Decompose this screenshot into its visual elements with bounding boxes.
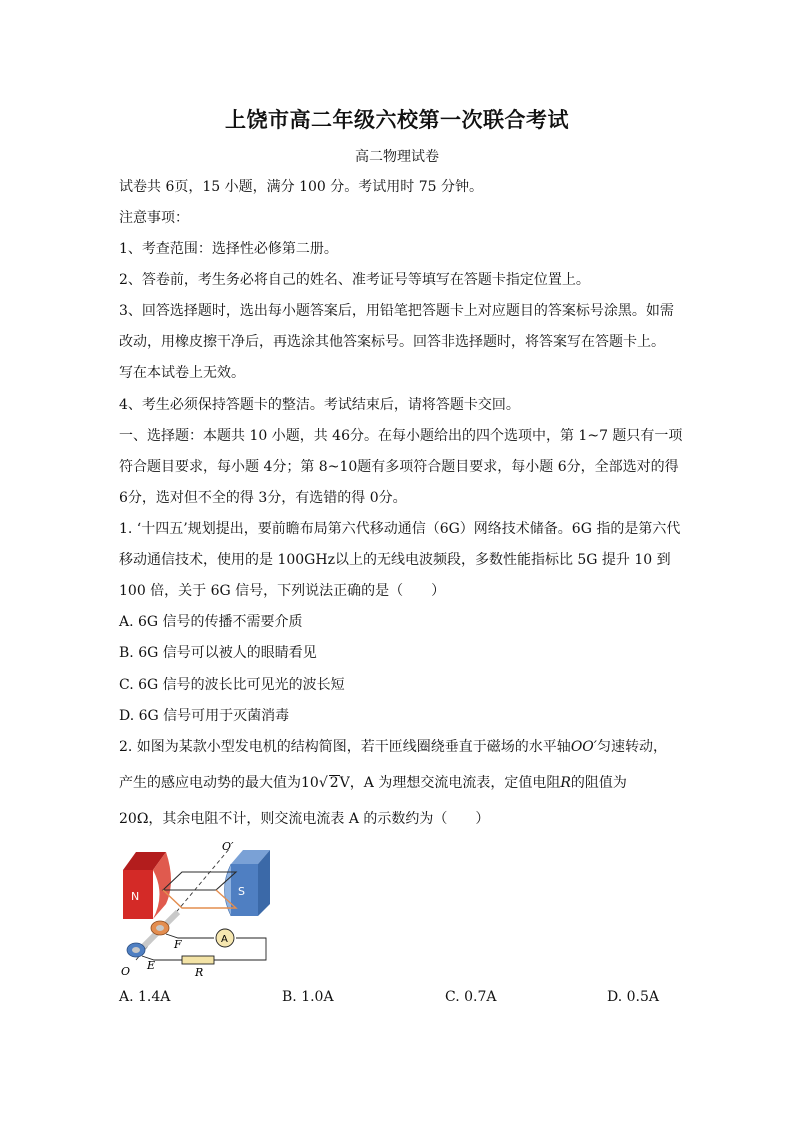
note-1: 1、考查范围：选择性必修第二册。 [119, 241, 338, 257]
note-3-line-1: 3、回答选择题时，选出每小题答案后，用铅笔把答题卡上对应题目的答案标号涂黑。如需 [119, 303, 674, 319]
notes-label: 注意事项： [119, 210, 189, 226]
label-f: F [174, 938, 182, 951]
q2-option-a: A. 1.4A [119, 989, 171, 1005]
q1-option-c: C. 6G 信号的波长比可见光的波长短 [119, 677, 345, 693]
q2-line-1-text: 2. 如图为某款小型发电机的结构简图，若干匝线圈绕垂直于磁场的水平轴 [119, 739, 571, 755]
note-3-line-2: 改动，用橡皮擦干净后，再选涂其他答案标号。回答非选择题时，将答案写在答题卡上。 [119, 334, 665, 350]
q1-line-1: 1. ‘十四五’规划提出，要前瞻布局第六代移动通信（6G）网络技术储备。6G 指的是第六代 [119, 521, 681, 537]
q1-option-b: B. 6G 信号可以被人的眼睛看见 [119, 645, 317, 661]
note-2: 2、答卷前，考生务必将自己的姓名、准考证号等填写在答题卡指定位置上。 [119, 272, 590, 288]
q2-line-2: 产生的感应电动势的最大值为10√ 2V，A 为理想交流电流表，定值电阻R的阻值为 [119, 775, 627, 791]
label-n: N [131, 890, 140, 903]
q2-line-1 [119, 738, 667, 756]
label-s: S [238, 885, 245, 898]
q2-line-2-b: ，A 为理想交流电流表，定值电阻 [349, 775, 561, 791]
label-ammeter: A [221, 934, 228, 945]
resistor [182, 956, 214, 964]
q2-resistor-symbol: R [560, 775, 571, 791]
section-1-line-2: 符合题目要求，每小题 4分；第 8~10题有多项符合题目要求，每小题 6分，全部选对的得 [119, 459, 679, 475]
note-4: 4、考生必须保持答题卡的整洁。考试结束后，请将答题卡交回。 [119, 397, 520, 413]
q2-option-d: D. 0.5A [607, 989, 660, 1005]
slip-ring-f-hub [156, 925, 164, 931]
q2-option-b: B. 1.0A [282, 989, 334, 1005]
q2-line-2-a: 产生的感应电动势的最大值为 [119, 775, 301, 791]
q1-line-2: 移动通信技术，使用的是 100GHz以上的无线电波频段，多数性能指标比 5G 提升 10 到 [119, 552, 671, 568]
note-3-line-3: 写在本试卷上无效。 [119, 365, 245, 381]
generator-diagram [118, 842, 278, 980]
q2-option-c: C. 0.7A [445, 989, 497, 1005]
q2-emf-root: 2 [329, 775, 339, 791]
q1-option-a: A. 6G 信号的传播不需要介质 [119, 614, 303, 630]
exam-subtitle: 高二物理试卷 [355, 149, 439, 165]
q1-option-d: D. 6G 信号可用于灭菌消毒 [119, 708, 290, 724]
q1-line-3: 100 倍，关于 6G 信号，下列说法正确的是（ ） [119, 583, 446, 599]
section-1-line-3: 6分，选对但不全的得 3分，有选错的得 0分。 [119, 490, 407, 506]
q2-line-1-end: 匀速转动， [596, 739, 667, 755]
q2-emf-unit: V [339, 775, 350, 791]
label-o: O [121, 965, 131, 978]
exam-title: 上饶市高二年级六校第一次联合考试 [225, 107, 569, 132]
q2-emf-coef: 10 [301, 775, 319, 791]
slip-ring-e-hub [132, 947, 140, 953]
q2-line-3: 20Ω，其余电阻不计，则交流电流表 A 的示数约为（ ） [119, 811, 490, 827]
exam-info: 试卷共 6页，15 小题，满分 100 分。考试用时 75 分钟。 [119, 179, 483, 195]
q2-axis-label: OO′ [570, 739, 597, 755]
label-o-prime: O′ [222, 842, 234, 853]
q2-line-2-c: 的阻值为 [570, 775, 627, 791]
label-e: E [147, 959, 156, 972]
section-1-line-1: 一、选择题：本题共 10 小题，共 46分。在每小题给出的四个选项中，第 1~7 题只有一项 [119, 428, 683, 444]
label-r: R [195, 966, 204, 979]
